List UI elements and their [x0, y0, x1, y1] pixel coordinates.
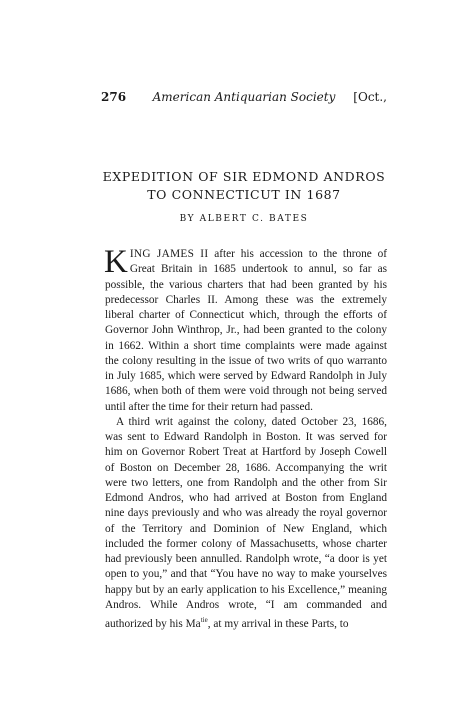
journal-title: American Antiquarian Society — [152, 90, 336, 104]
drop-cap: K — [104, 244, 128, 280]
article-title — [101, 168, 387, 204]
page-number: 276 — [101, 90, 127, 104]
opening-small-caps: ING JAMES II — [129, 248, 209, 260]
issue-month: [Oct., — [353, 90, 387, 104]
article-title-line-1: EXPEDITION OF SIR EDMOND ANDROS — [102, 169, 386, 184]
article-byline: BY ALBERT C. BATES — [179, 214, 309, 224]
paragraph-2-text: A third writ against the colony, dated October 23, 1686, was sent to Edward Randolph in Boston. It was served for him on Governor Robert Treat at Hartford by Joseph Cowell of Boston on December 28, 1686. Accompanying the writ were two letters, one from Randolph and the other from Sir Edmond Andros, who had arrived at Boston from England nine days previously and who was already the royal governor of the Territory and Dominion of New England, which included the former colony of Massachusetts, whose charter had previously been annulled. Randolph wrote, “a door is yet open to you,” and that “You have no way to make yourselves happy but by an early application to his Excellence,” meaning Andros. While Andros wrote, “I am commanded and authorized by his Ma — [105, 415, 387, 630]
superscript-abbrev: tie — [200, 616, 208, 624]
paragraph-2-end: , at my arrival in these Parts, to — [207, 617, 349, 630]
article-title-line-2: TO CONNECTICUT IN 1687 — [147, 187, 341, 202]
paragraph-2 — [105, 415, 387, 632]
running-head — [101, 89, 387, 105]
paragraph-1-text: after his accession to the throne of Great Britain in 1685 undertook to annul, so far as possible, the various charters that had been granted by his predecessor Charles II. Among these was the extremely liberal charter of Connecticut which, through the efforts of Governor John Winthrop, Jr., had been granted to the colony in 1662. Within a short time complaints were made against the colony resulting in the issue of two writs of quo warranto in July 1685, which were served by Edward Randolph in July 1686, when both of them were void through not being served until after the time for their return had passed. — [105, 248, 387, 413]
paragraph-1 — [104, 244, 387, 415]
article-body — [104, 244, 387, 632]
